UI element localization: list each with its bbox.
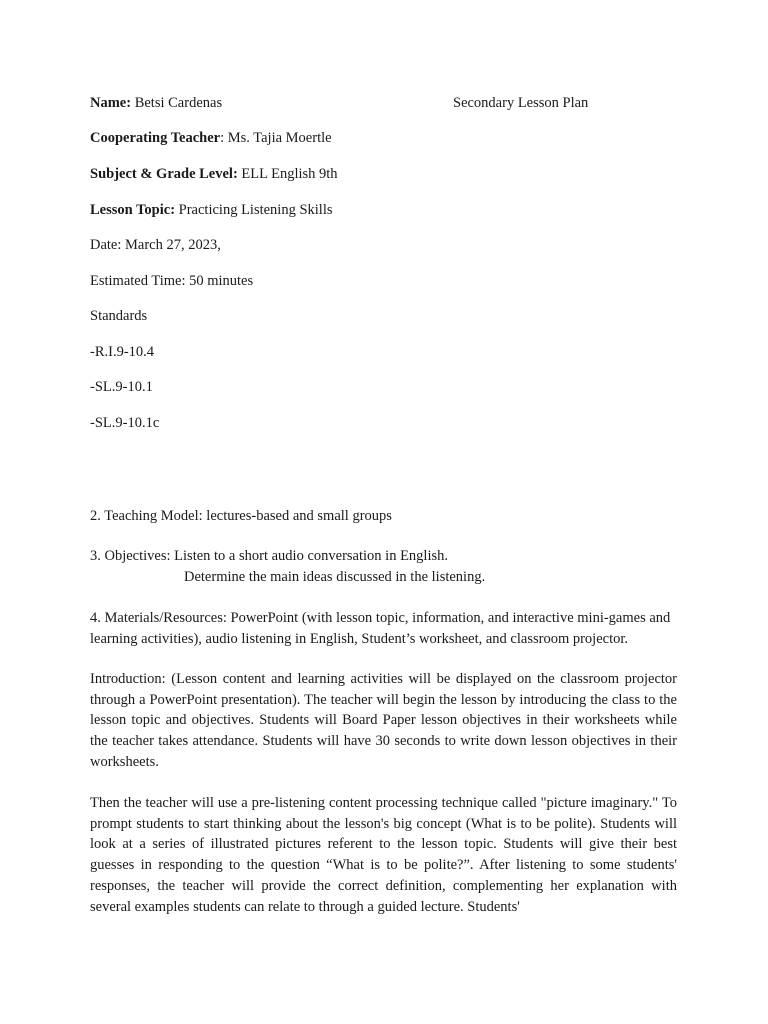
subject-line [90,165,338,183]
standard-item: -SL.9-10.1c [90,415,160,431]
subject-value: ELL English 9th [237,166,338,182]
document-title: Secondary Lesson Plan [453,95,589,111]
date-line: Date: March 27, 2023, [90,237,221,253]
standards-heading: Standards [90,308,148,324]
objectives-line-continued: Determine the main ideas discussed in the listening. [184,569,486,585]
name-label: Name: [90,95,132,111]
cooperating-teacher-line [90,129,332,147]
topic-label: Lesson Topic: [90,202,176,218]
introduction-paragraph: Introduction: (Lesson content and learning activities will be displayed on the classroom projector through a PowerPoint presentation). The teacher will begin the lesson by introducing the class to the lesson topic and objectives. Students will Board Paper lesson objectives in their worksheets while the teacher takes attendance. Students will have 30 seconds to write down lesson objectives in their worksheets. [90,671,677,770]
standard-item: -SL.9-10.1 [90,379,153,395]
pre-listening-paragraph: Then the teacher will use a pre-listening content processing technique called "picture imaginary." To prompt students to start thinking about the lesson's big concept (What is to be polite). Students will look at a series of illustrated pictures referent to the lesson topic. Students will give their best guesses in responding to the question “What is to be polite?”. After listening to some students' responses, the teacher will provide the correct definition, complementing her explanation with several examples students can relate to through a guided lecture. Students' [90,795,677,915]
standard-item: -R.I.9-10.4 [90,344,155,360]
objectives-line: 3. Objectives: Listen to a short audio conversation in English. [90,548,449,564]
subject-label: Subject & Grade Level: [90,166,238,182]
teaching-model-line: 2. Teaching Model: lectures-based and small groups [90,508,392,524]
topic-line [90,201,333,219]
name-line [90,94,222,112]
topic-value: Practicing Listening Skills [175,202,333,218]
materials-paragraph: 4. Materials/Resources: PowerPoint (with lesson topic, information, and interactive mini-games and learning activities), audio listening in English, Student’s worksheet, and classroom projector. [90,610,671,647]
name-value: Betsi Cardenas [131,95,223,111]
coop-label: Cooperating Teacher [90,130,221,146]
coop-value: : Ms. Tajia Moertle [220,130,332,146]
estimated-time-line: Estimated Time: 50 minutes [90,273,254,289]
